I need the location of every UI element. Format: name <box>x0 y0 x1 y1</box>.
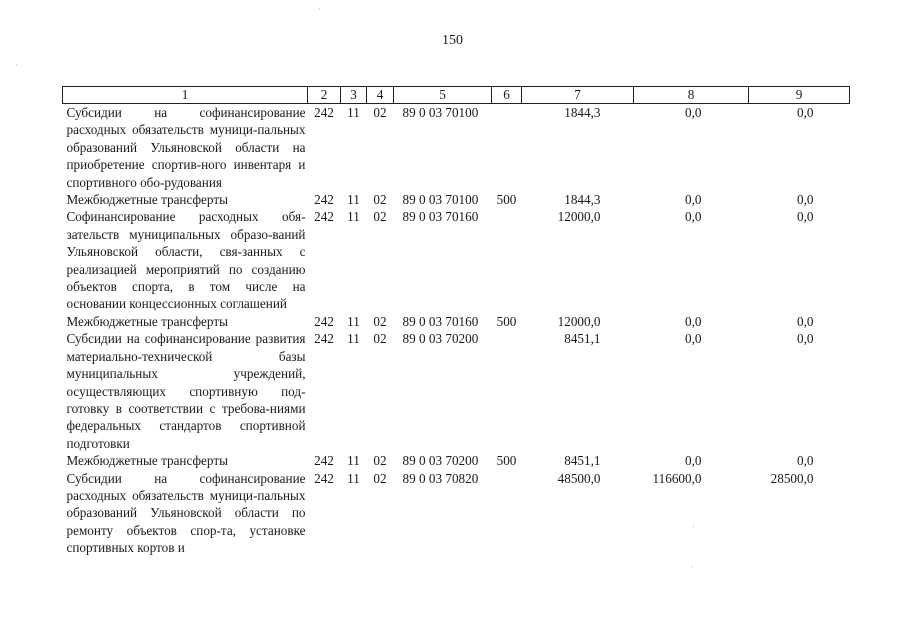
table-row <box>63 208 850 312</box>
row-description: Софинансирование расходных обя-зательств муниципальных образо-ваний Ульяновской области, свя-занных с реализацией мероприятий по созданию объектов спорта, в том числе на основании концессионных соглашений <box>66 209 306 312</box>
cell-amount-col9: 0,0 <box>797 105 814 120</box>
table-body <box>63 104 850 557</box>
header-cell: 2 <box>308 87 341 104</box>
header-cell: 7 <box>522 87 634 104</box>
budget-table <box>62 86 850 557</box>
cell-expense-type: 500 <box>496 453 517 469</box>
header-cell: 9 <box>749 87 850 104</box>
table-row <box>63 313 850 330</box>
cell-amount-col8: 0,0 <box>685 331 702 347</box>
header-cell: 8 <box>634 87 749 104</box>
cell-target-article: 89 0 03 70200 <box>402 331 479 347</box>
cell-section-code: 11 <box>347 470 360 486</box>
table-row <box>63 104 850 192</box>
cell-ministry-code: 242 <box>314 331 334 347</box>
cell-amount-col8: 0,0 <box>685 105 702 120</box>
header-cell: 5 <box>394 87 492 104</box>
cell-subsection-code: 02 <box>373 192 387 208</box>
cell-subsection-code: 02 <box>373 105 387 120</box>
cell-expense-type: 500 <box>496 192 517 208</box>
row-description: Межбюджетные трансферты <box>66 313 228 329</box>
cell-expense-type: 500 <box>496 313 517 329</box>
cell-subsection-code: 02 <box>373 331 387 347</box>
cell-ministry-code: 242 <box>314 313 334 329</box>
cell-expense-type <box>492 208 522 312</box>
cell-section-code: 11 <box>347 105 360 120</box>
cell-section-code: 11 <box>347 209 360 225</box>
cell-target-article: 89 0 03 70100 <box>402 105 479 120</box>
header-cell: 4 <box>367 87 394 104</box>
cell-amount-col8: 116600,0 <box>652 470 702 486</box>
cell-amount-col7: 48500,0 <box>557 470 601 486</box>
header-cell: 3 <box>341 87 367 104</box>
cell-amount-col8: 0,0 <box>685 192 702 208</box>
cell-amount-col9: 0,0 <box>797 192 814 208</box>
cell-target-article: 89 0 03 70200 <box>402 453 479 469</box>
cell-amount-col8: 0,0 <box>685 209 702 225</box>
cell-amount-col7: 1844,3 <box>564 192 601 208</box>
cell-expense-type <box>492 470 522 557</box>
cell-amount-col8: 0,0 <box>685 453 702 469</box>
cell-amount-col9: 0,0 <box>797 209 814 225</box>
cell-amount-col8: 0,0 <box>685 313 702 329</box>
cell-target-article: 89 0 03 70100 <box>402 192 479 208</box>
row-description: Субсидии на софинансирование развития материально-технической базы муниципальных учреждений, осуществляющих спортивную под-готовку в соответствии с требова-ниями федеральных стандартов спортивной подготовки <box>66 331 306 451</box>
cell-ministry-code: 242 <box>314 209 334 225</box>
cell-amount-col7: 12000,0 <box>557 313 601 329</box>
cell-expense-type <box>492 104 522 192</box>
scan-speck: · <box>690 562 693 572</box>
row-description: Межбюджетные трансферты <box>66 192 228 208</box>
table-row <box>63 452 850 469</box>
cell-subsection-code: 02 <box>373 313 387 329</box>
cell-section-code: 11 <box>347 313 360 329</box>
cell-target-article: 89 0 03 70820 <box>402 470 479 486</box>
header-cell: 6 <box>492 87 522 104</box>
cell-ministry-code: 242 <box>314 453 334 469</box>
cell-ministry-code: 242 <box>314 192 334 208</box>
scan-speck: · <box>318 4 321 14</box>
cell-subsection-code: 02 <box>373 470 387 486</box>
cell-section-code: 11 <box>347 453 360 469</box>
page-number: 150 <box>442 33 463 48</box>
cell-subsection-code: 02 <box>373 453 387 469</box>
cell-subsection-code: 02 <box>373 209 387 225</box>
cell-amount-col7: 8451,1 <box>564 331 601 347</box>
cell-expense-type <box>492 330 522 452</box>
scan-speck: · <box>692 522 695 532</box>
cell-amount-col9: 28500,0 <box>770 470 814 486</box>
cell-amount-col7: 8451,1 <box>564 453 601 469</box>
cell-target-article: 89 0 03 70160 <box>402 209 479 225</box>
header-cell: 1 <box>63 87 308 104</box>
scan-speck: · <box>15 60 18 70</box>
cell-section-code: 11 <box>347 331 360 347</box>
cell-amount-col9: 0,0 <box>797 331 814 347</box>
table-row <box>63 470 850 557</box>
cell-ministry-code: 242 <box>314 470 334 486</box>
cell-amount-col9: 0,0 <box>797 453 814 469</box>
table-row <box>63 191 850 208</box>
cell-ministry-code: 242 <box>314 105 334 120</box>
table-row <box>63 330 850 452</box>
row-description: Межбюджетные трансферты <box>66 453 228 469</box>
cell-section-code: 11 <box>347 192 360 208</box>
cell-target-article: 89 0 03 70160 <box>402 313 479 329</box>
table-header-row <box>63 87 850 104</box>
cell-amount-col9: 0,0 <box>797 313 814 329</box>
cell-amount-col7: 1844,3 <box>564 105 601 120</box>
row-description: Субсидии на софинансирование расходных обязательств муници-пальных образований Ульяновской области на приобретение спортив-ного инвентаря и спортивного обо-рудования <box>66 105 306 190</box>
cell-amount-col7: 12000,0 <box>557 209 601 225</box>
row-description: Субсидии на софинансирование расходных обязательств муници-пальных образований Ульяновской области по ремонту объектов спор-та, установке спортивных кортов и <box>66 470 306 556</box>
